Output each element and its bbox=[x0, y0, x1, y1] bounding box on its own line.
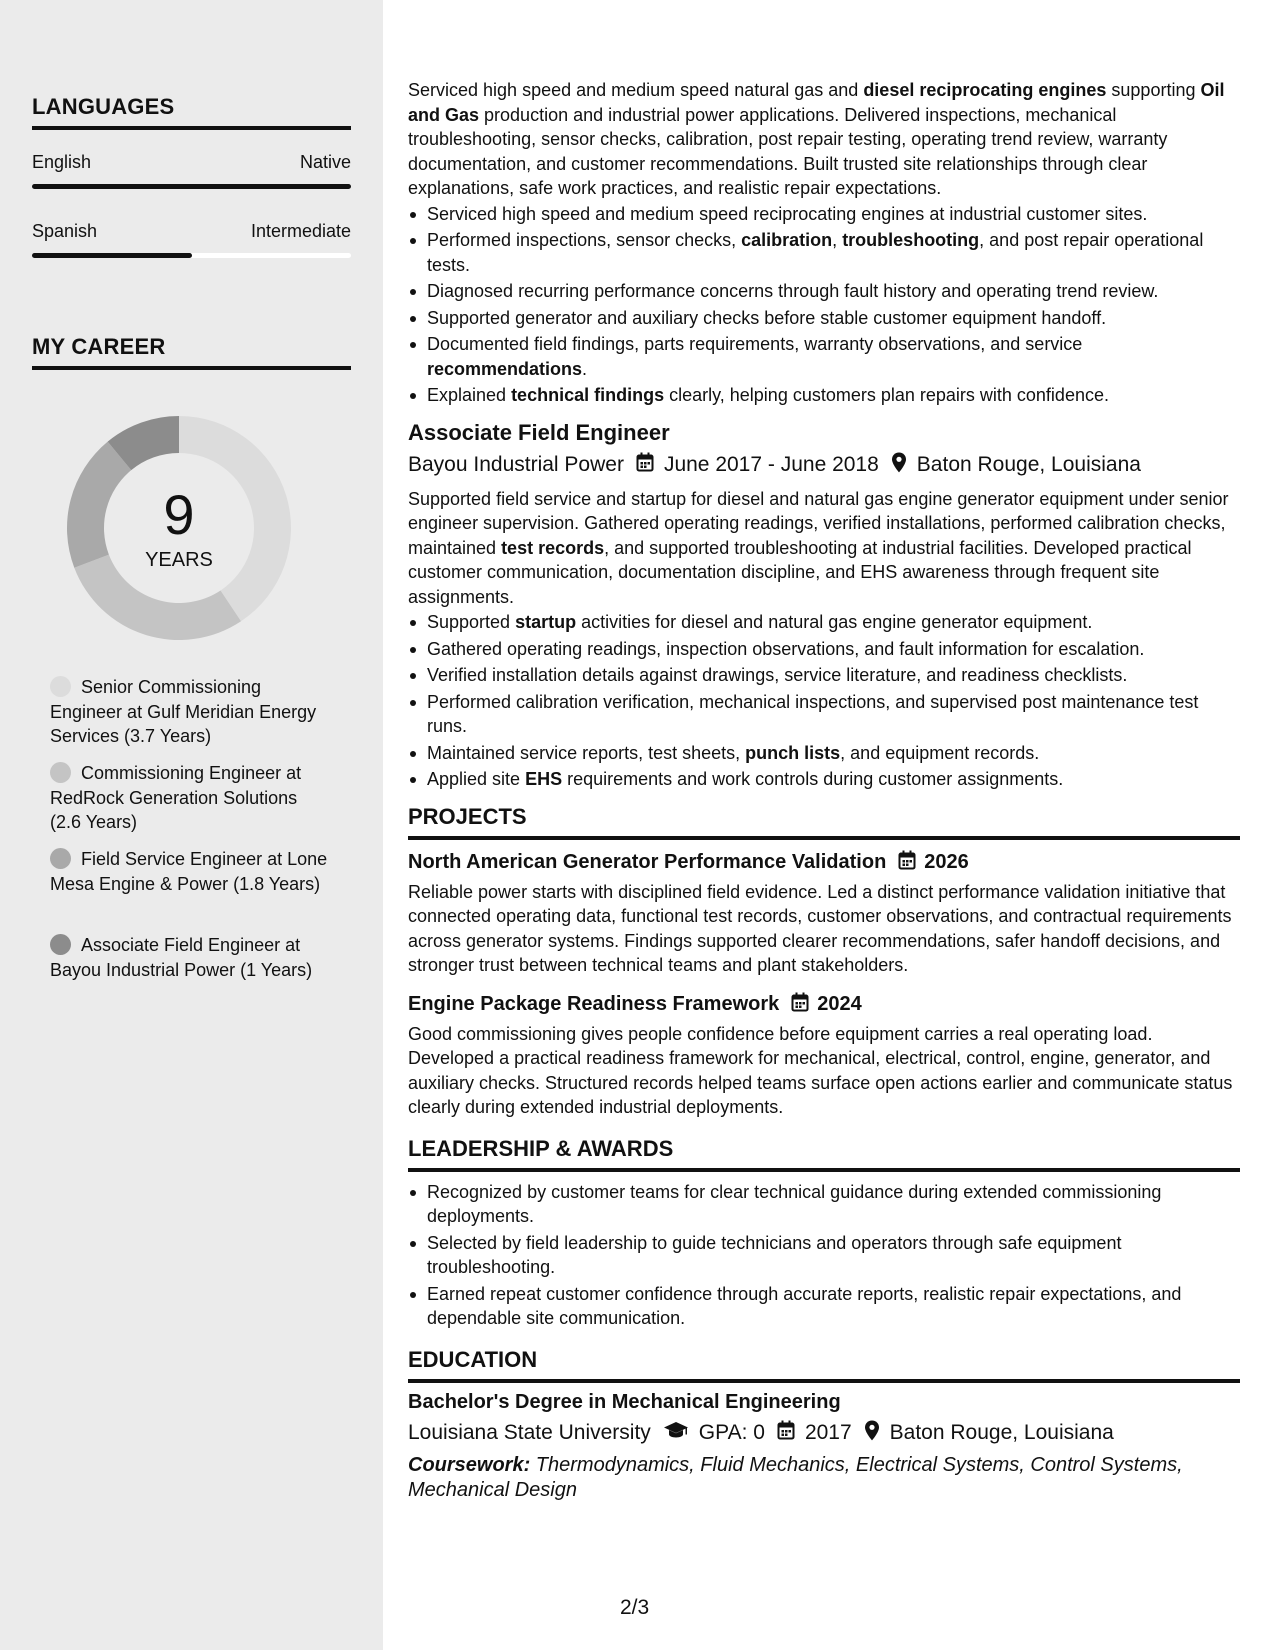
language-name: English bbox=[32, 152, 92, 172]
language-name: Spanish bbox=[32, 221, 98, 241]
legend-label: Commissioning Engineer at RedRock Generation Solutions (2.6 Years) bbox=[50, 763, 302, 832]
job-meta bbox=[408, 452, 1240, 479]
legend-dot bbox=[50, 848, 71, 869]
projects-heading: PROJECTS bbox=[408, 804, 1240, 840]
job-description: Supported field service and startup for diesel and natural gas engine generator equipment under senior engineer supervision. Gathered operating readings, verified installations, performed calibration checks, maintained test records, and supported troubleshooting at industrial facilities. Developed practical customer communication, documentation discipline, and EHS awareness through frequent site assignments. bbox=[408, 488, 1229, 607]
page-number: 2/3 bbox=[620, 1596, 650, 1619]
job-bullet-list bbox=[408, 610, 1240, 792]
gpa: GPA: 0 bbox=[698, 1421, 765, 1444]
career-legend-item bbox=[50, 847, 330, 896]
job-bullet: Supported startup activities for diesel and natural gas engine generator equipment. bbox=[408, 610, 1240, 635]
legend-label: Field Service Engineer at Lone Mesa Engine & Power (1.8 Years) bbox=[50, 849, 328, 894]
school-location: Baton Rouge, Louisiana bbox=[889, 1421, 1114, 1444]
award-item: Recognized by customer teams for clear technical guidance during extended commissioning deployments. bbox=[408, 1180, 1240, 1229]
job-bullet: Diagnosed recurring performance concerns through fault history and operating trend review. bbox=[408, 279, 1240, 304]
language-row-english bbox=[32, 152, 351, 173]
location-pin-icon bbox=[891, 452, 907, 479]
company-name: Bayou Industrial Power bbox=[408, 453, 624, 476]
legend-label: Senior Commissioning Engineer at Gulf Meridian Energy Services (3.7 Years) bbox=[50, 677, 317, 746]
language-bar-spanish bbox=[32, 253, 351, 258]
award-item: Selected by field leadership to guide technicians and operators through safe equipment troubleshooting. bbox=[408, 1231, 1240, 1280]
job-bullet: Supported generator and auxiliary checks before stable customer equipment handoff. bbox=[408, 306, 1240, 331]
career-total-years: 9 bbox=[163, 483, 195, 546]
job-description: Serviced high speed and medium speed natural gas and diesel reciprocating engines supporting Oil and Gas production and industrial power applications. Delivered inspections, mechanical troubleshooting, sensor checks, calibration, post repair testing, operating trend review, warranty documentation, and customer recommendations. Built trusted site relationships through clear explanations, safe work practices, and realistic repair expectations. bbox=[408, 80, 1225, 198]
calendar-icon bbox=[777, 1420, 795, 1446]
language-bar-fill bbox=[32, 253, 192, 258]
job-bullet: Verified installation details against drawings, service literature, and readiness checklists. bbox=[408, 663, 1240, 688]
language-bar-english bbox=[32, 184, 351, 189]
project-year: 2026 bbox=[924, 851, 969, 873]
sidebar bbox=[0, 0, 383, 1650]
job-bullet: Explained technical findings clearly, helping customers plan repairs with confidence. bbox=[408, 383, 1240, 408]
language-level: Native bbox=[299, 152, 351, 172]
award-item: Earned repeat customer confidence through accurate reports, realistic repair expectations, and dependable site communication. bbox=[408, 1282, 1240, 1331]
career-legend-item bbox=[50, 933, 330, 982]
calendar-icon bbox=[791, 992, 809, 1018]
legend-dot bbox=[50, 934, 71, 955]
project-year: 2024 bbox=[817, 993, 862, 1015]
languages-heading: LANGUAGES bbox=[32, 94, 351, 130]
graduation-cap-icon bbox=[663, 1421, 689, 1445]
legend-dot bbox=[50, 676, 71, 697]
job-title: Associate Field Engineer bbox=[408, 419, 670, 445]
project-title: Engine Package Readiness Framework bbox=[408, 993, 780, 1015]
coursework-list: Thermodynamics, Fluid Mechanics, Electrical Systems, Control Systems, Mechanical Design bbox=[408, 1453, 1183, 1501]
job-dates: June 2017 - June 2018 bbox=[663, 453, 879, 476]
project-title: North American Generator Performance Validation bbox=[408, 851, 887, 873]
career-legend-item bbox=[50, 675, 330, 749]
language-bar-fill bbox=[32, 184, 351, 189]
job-bullet: Serviced high speed and medium speed reciprocating engines at industrial customer sites. bbox=[408, 202, 1240, 227]
education-meta bbox=[408, 1420, 1240, 1447]
school-name: Louisiana State University bbox=[408, 1421, 651, 1444]
legend-label: Associate Field Engineer at Bayou Industrial Power (1 Years) bbox=[50, 935, 313, 980]
job-bullet: Documented field findings, parts requirements, warranty observations, and service recommendations. bbox=[408, 332, 1240, 381]
main-content bbox=[408, 78, 1240, 1503]
calendar-icon bbox=[898, 850, 916, 876]
career-years-unit: YEARS bbox=[145, 549, 213, 571]
project-title-row bbox=[408, 992, 1240, 1018]
job-location: Baton Rouge, Louisiana bbox=[916, 453, 1141, 476]
location-pin-icon bbox=[864, 1420, 880, 1447]
legend-dot bbox=[50, 762, 71, 783]
project-description: Good commissioning gives people confidence before equipment carries a real operating load. Developed a practical readiness framework for mechanical, electrical, control, engine, generator, and auxiliary checks. Structured records helped teams surface open actions earlier and communicate status clearly during extended industrial deployments. bbox=[408, 1023, 1233, 1117]
degree-title: Bachelor's Degree in Mechanical Engineering bbox=[408, 1390, 841, 1413]
project-title-row bbox=[408, 850, 1240, 876]
awards-heading: LEADERSHIP & AWARDS bbox=[408, 1136, 1240, 1172]
graduation-year: 2017 bbox=[804, 1421, 852, 1444]
calendar-icon bbox=[636, 452, 654, 478]
job-bullet-list bbox=[408, 202, 1240, 408]
career-legend-item bbox=[50, 761, 330, 835]
career-heading: MY CAREER bbox=[32, 334, 351, 370]
project-description: Reliable power starts with disciplined field evidence. Led a distinct performance validation initiative that connected operating data, functional test records, customer observations, and contractual requirements across generator systems. Findings supported clearer recommendations, safer handoff decisions, and stronger trust between technical teams and plant stakeholders. bbox=[408, 881, 1232, 975]
education-heading: EDUCATION bbox=[408, 1347, 1240, 1383]
job-bullet: Applied site EHS requirements and work controls during customer assignments. bbox=[408, 767, 1240, 792]
coursework-label: Coursework: bbox=[408, 1453, 531, 1476]
coursework bbox=[408, 1453, 1240, 1503]
language-level: Intermediate bbox=[250, 221, 351, 241]
job-bullet: Performed calibration verification, mechanical inspections, and supervised post maintenance test runs. bbox=[408, 690, 1240, 739]
job-bullet: Performed inspections, sensor checks, calibration, troubleshooting, and post repair operational tests. bbox=[408, 228, 1240, 277]
job-bullet: Maintained service reports, test sheets, punch lists, and equipment records. bbox=[408, 741, 1240, 766]
awards-list bbox=[408, 1180, 1240, 1331]
language-row-spanish bbox=[32, 221, 351, 242]
job-bullet: Gathered operating readings, inspection observations, and fault information for escalation. bbox=[408, 637, 1240, 662]
